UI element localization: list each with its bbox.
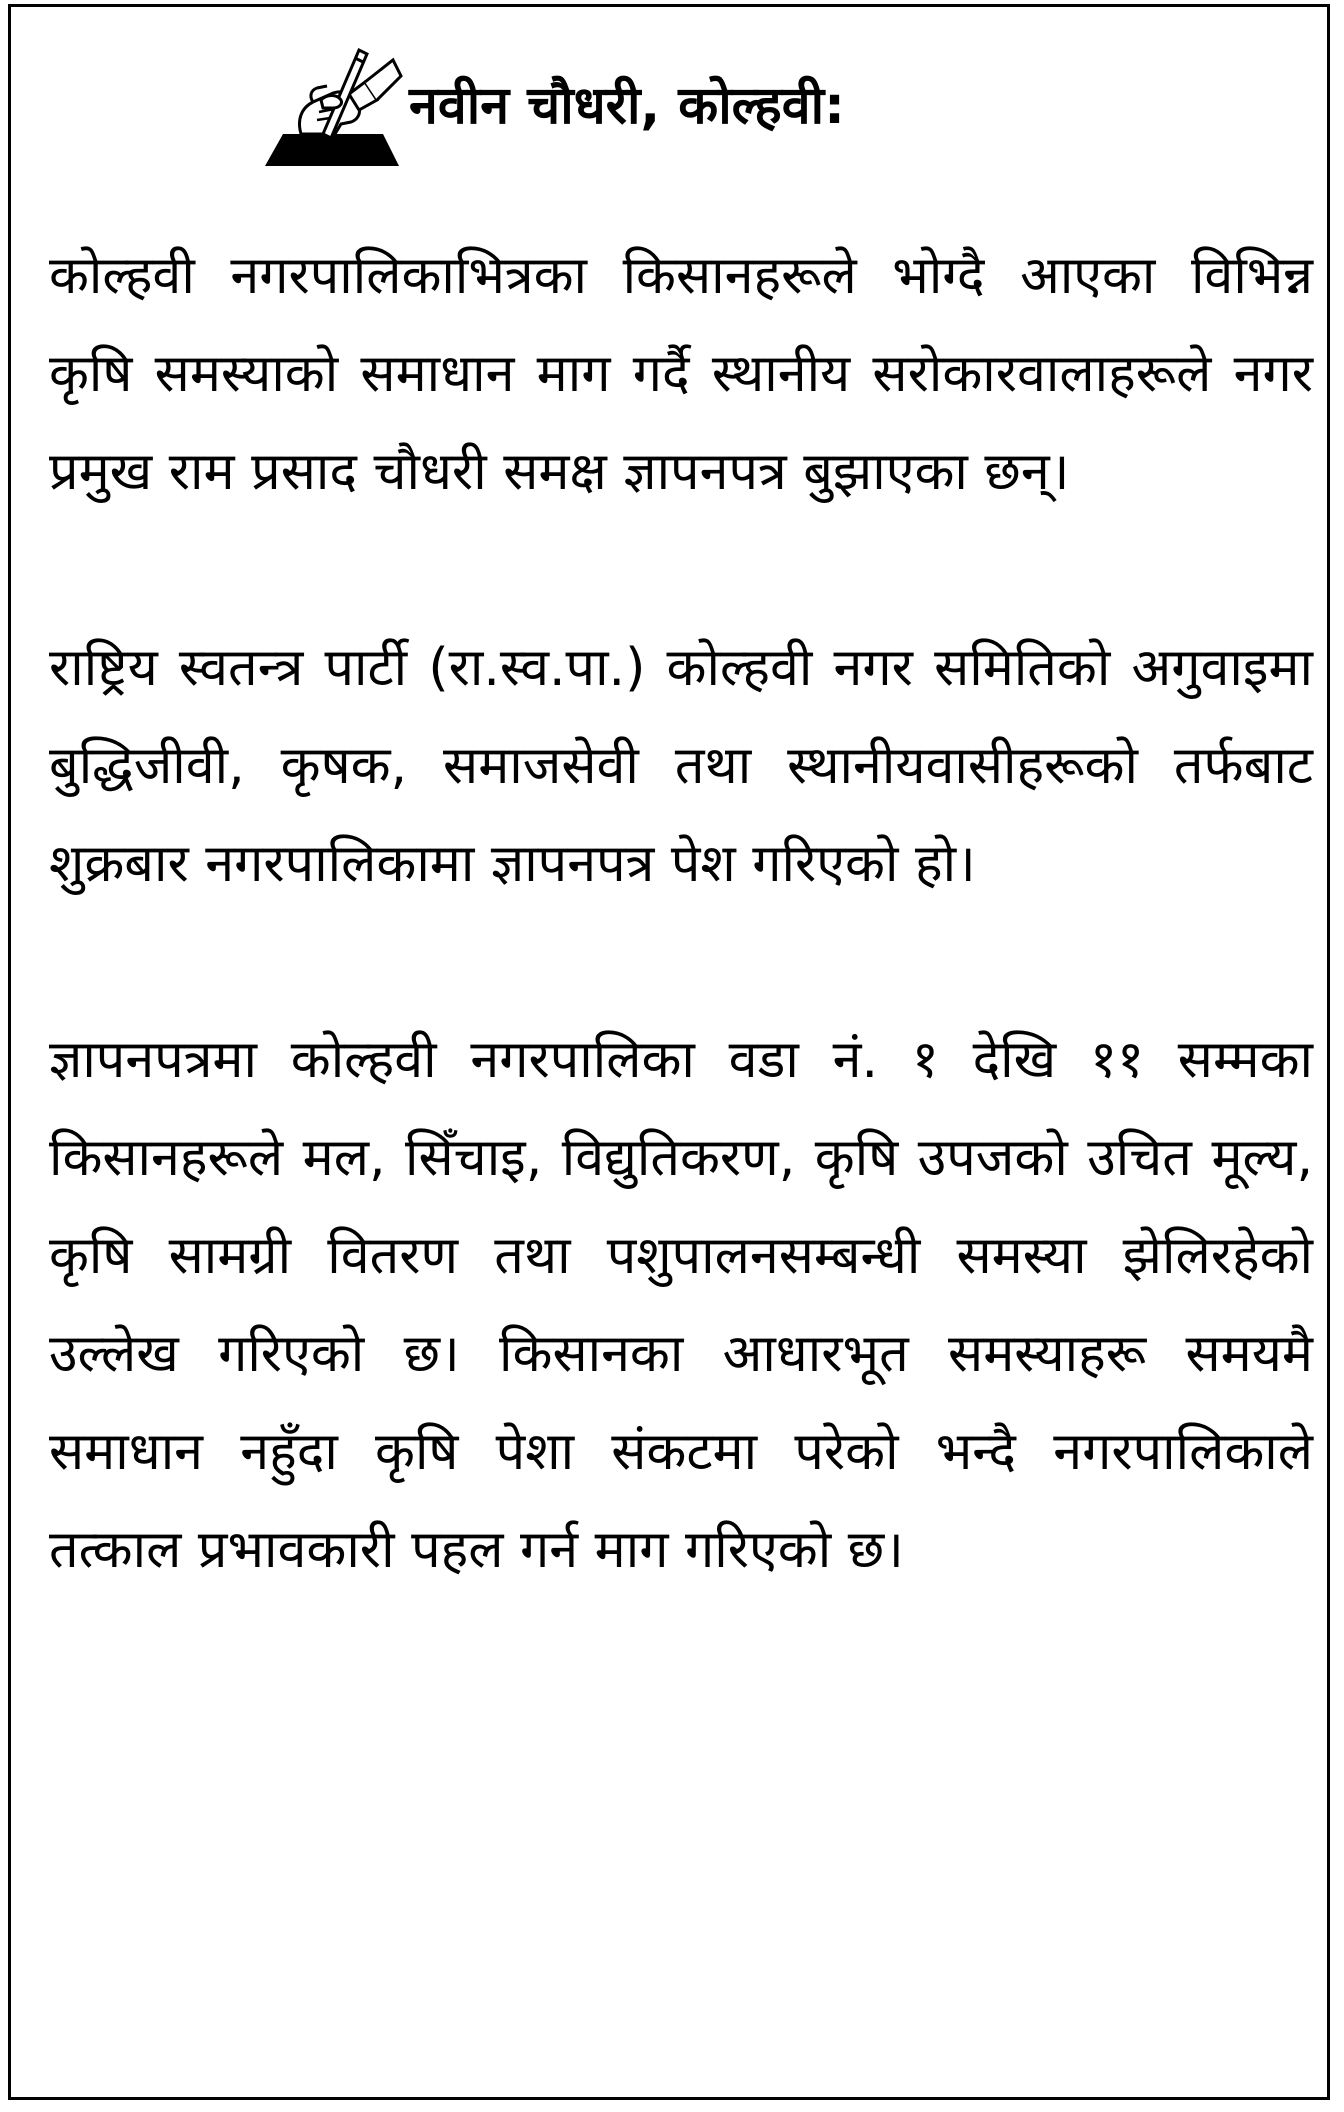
byline bbox=[261, 41, 845, 171]
writing-hand-icon bbox=[261, 42, 403, 170]
paragraph-2: राष्ट्रिय स्वतन्त्र पार्टी (रा.स्व.पा.) कोल्हवी नगर समितिको अगुवाइमा बुद्धिजीवी, कृषक, समाजसेवी तथा स्थानीयवासीहरूको तर्फबाट शुक्रबार नगरपालिकामा ज्ञापनपत्र पेश गरिएको हो। bbox=[49, 638, 1313, 894]
article-body bbox=[49, 227, 1313, 1599]
paragraph-1: कोल्हवी नगरपालिकाभित्रका किसानहरूले भोग्दै आएका विभिन्न कृषि समस्याको समाधान माग गर्दै स्थानीय सरोकारवालाहरूले नगर प्रमुख राम प्रसाद चौधरी समक्ष ज्ञापनपत्र बुझाएका छन्। bbox=[49, 246, 1313, 502]
article-frame bbox=[8, 4, 1330, 2100]
author-byline: नवीन चौधरी, कोल्हवी: bbox=[409, 76, 845, 136]
paragraph-3: ज्ञापनपत्रमा कोल्हवी नगरपालिका वडा नं. १ देखि ११ सम्मका किसानहरूले मल, सिँचाइ, विद्युतिकरण, कृषि उपजको उचित मूल्य, कृषि सामग्री वितरण तथा पशुपालनसम्बन्धी समस्या झेलिरहेको उल्लेख गरिएको छ। किसानका आधारभूत समस्याहरू समयमै समाधान नहुँदा कृषि पेशा संकटमा परेको भन्दै नगरपालिकाले तत्काल प्रभावकारी पहल गर्न माग गरिएको छ। bbox=[49, 1030, 1313, 1580]
